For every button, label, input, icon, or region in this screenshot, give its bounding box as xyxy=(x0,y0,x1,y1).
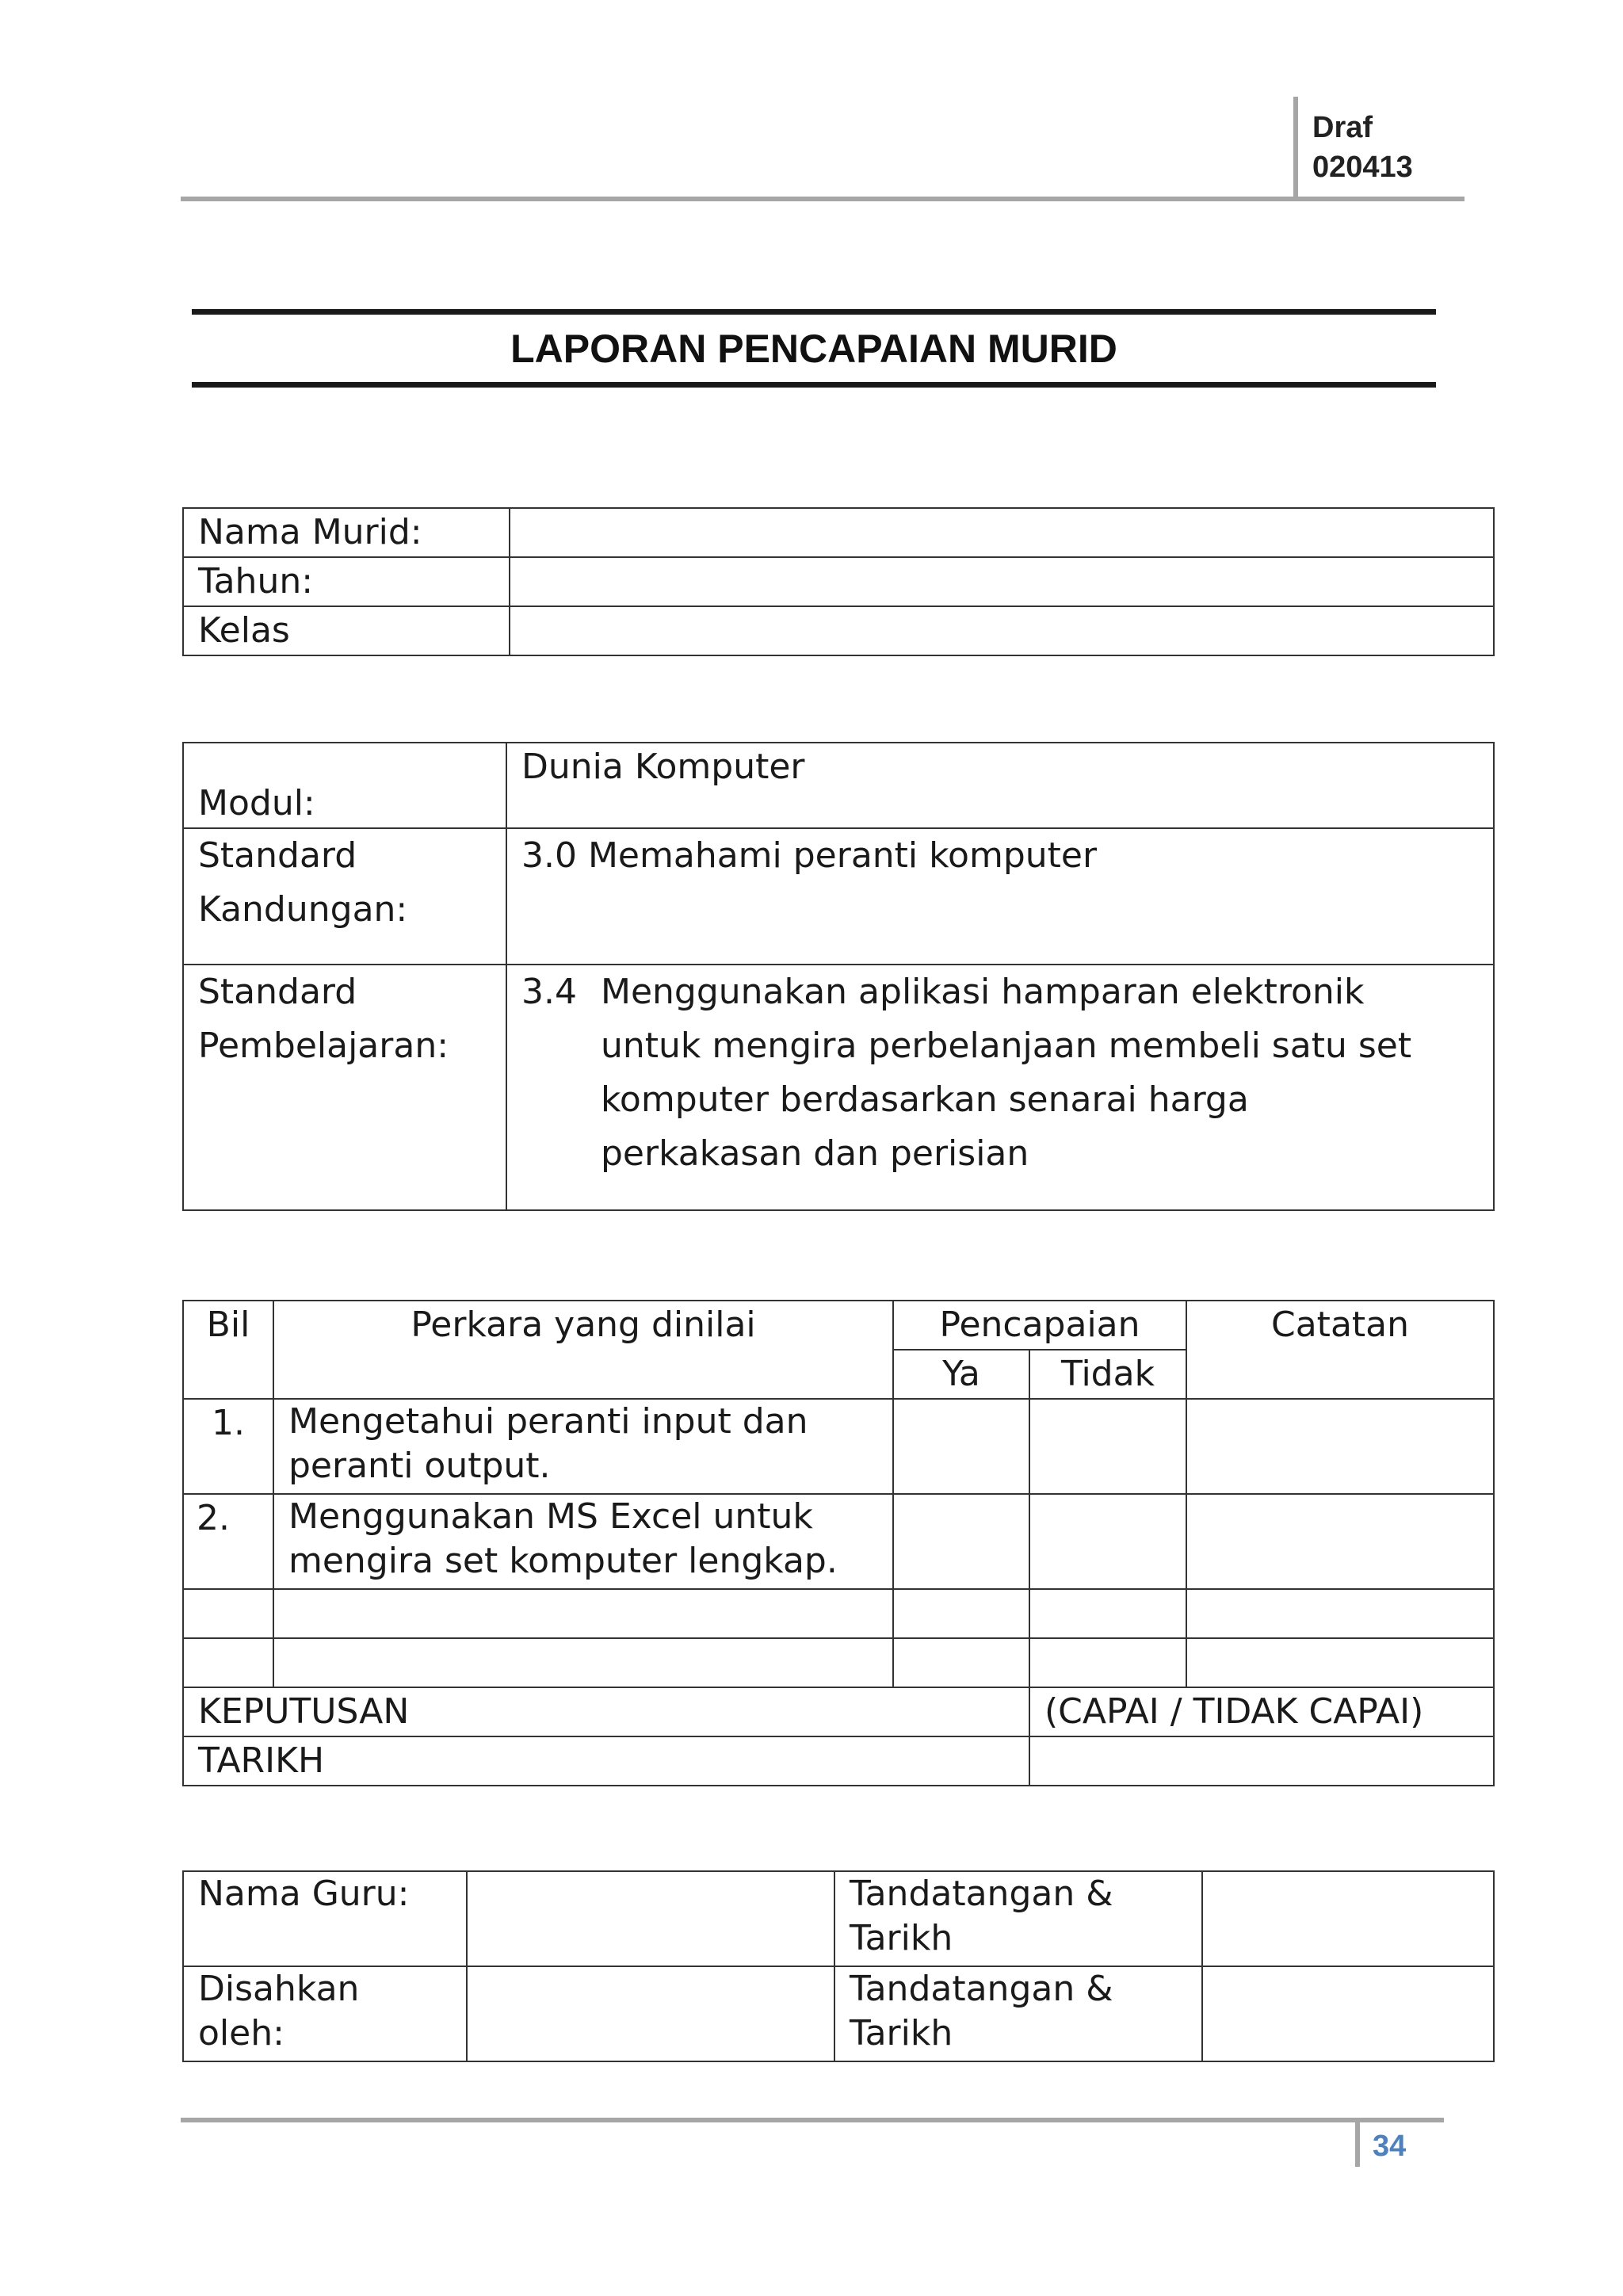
module-info-table xyxy=(182,742,1495,1211)
year-label: Tahun: xyxy=(183,557,510,606)
verified-by-field[interactable] xyxy=(467,1966,834,2061)
row-4-yes-cell[interactable] xyxy=(893,1638,1029,1687)
row-4-notes-cell[interactable] xyxy=(1186,1638,1494,1687)
class-label: Kelas xyxy=(183,606,510,655)
row-1-item-line: peranti output. xyxy=(288,1446,551,1486)
row-4-no-cell[interactable] xyxy=(1029,1638,1186,1687)
row-1-item xyxy=(273,1399,893,1494)
row-4-number[interactable] xyxy=(183,1638,273,1687)
class-field[interactable] xyxy=(510,606,1494,655)
module-label: Modul: xyxy=(183,743,506,828)
footer-vertical-rule xyxy=(1355,2118,1360,2167)
row-2-notes-cell[interactable] xyxy=(1186,1494,1494,1589)
content-standard-label-line1: Standard xyxy=(198,835,357,876)
name-label: Nama Murid: xyxy=(183,508,510,557)
sign-label-line2: Tarikh xyxy=(850,1918,953,1958)
verifier-sign-label xyxy=(834,1966,1202,2061)
row-2-item-line: mengira set komputer lengkap. xyxy=(288,1541,838,1581)
module-value: Dunia Komputer xyxy=(506,743,1494,828)
row-2-no-cell[interactable] xyxy=(1029,1494,1186,1589)
teacher-name-label: Nama Guru: xyxy=(183,1871,467,1966)
row-1-item-line: Mengetahui peranti input dan xyxy=(288,1401,808,1442)
col-header-item: Perkara yang dinilai xyxy=(273,1301,893,1399)
draft-code: 020413 xyxy=(1312,151,1413,184)
row-3-no-cell[interactable] xyxy=(1029,1589,1186,1638)
row-3-item[interactable] xyxy=(273,1589,893,1638)
learning-standard-line: Menggunakan aplikasi hamparan elektronik xyxy=(601,972,1365,1012)
learning-standard-value xyxy=(506,965,1494,1210)
row-2-number: 2. xyxy=(183,1494,273,1589)
title-bottom-rule xyxy=(192,382,1436,388)
decision-label: KEPUTUSAN xyxy=(183,1687,1029,1736)
teacher-name-field[interactable] xyxy=(467,1871,834,1966)
row-2-item xyxy=(273,1494,893,1589)
row-1-number: 1. xyxy=(183,1399,273,1494)
learning-standard-line: komputer berdasarkan senarai harga xyxy=(601,1079,1249,1120)
header-rule xyxy=(181,197,1465,201)
teacher-sign-field[interactable] xyxy=(1202,1871,1494,1966)
assessment-table xyxy=(182,1300,1495,1786)
verified-by-label xyxy=(183,1966,467,2061)
learning-standard-text xyxy=(521,965,1493,1181)
row-3-number[interactable] xyxy=(183,1589,273,1638)
col-header-no: Bil xyxy=(183,1301,273,1399)
row-3-yes-cell[interactable] xyxy=(893,1589,1029,1638)
learning-standard-label-line1: Standard xyxy=(198,972,357,1012)
page-title: LAPORAN PENCAPAIAN MURID xyxy=(510,327,1117,371)
row-1-notes-cell[interactable] xyxy=(1186,1399,1494,1494)
content-standard-value: 3.0 Memahami peranti komputer xyxy=(506,828,1494,965)
signatures-table xyxy=(182,1870,1495,2062)
date-label: TARIKH xyxy=(183,1736,1029,1786)
row-3-notes-cell[interactable] xyxy=(1186,1589,1494,1638)
row-1-yes-cell[interactable] xyxy=(893,1399,1029,1494)
decision-options[interactable]: (CAPAI / TIDAK CAPAI) xyxy=(1029,1687,1494,1736)
name-field[interactable] xyxy=(510,508,1494,557)
learning-standard-label-line2: Pembelajaran: xyxy=(198,1026,449,1066)
page-number: 34 xyxy=(1373,2130,1407,2163)
row-1-no-cell[interactable] xyxy=(1029,1399,1186,1494)
verified-label-line2: oleh: xyxy=(198,2013,285,2053)
col-header-no-achieve: Tidak xyxy=(1029,1350,1186,1399)
row-4-item[interactable] xyxy=(273,1638,893,1687)
col-header-yes: Ya xyxy=(893,1350,1029,1399)
title-top-rule xyxy=(192,309,1436,315)
learning-standard-number: 3.4 xyxy=(521,972,577,1012)
col-header-notes: Catatan xyxy=(1186,1301,1494,1399)
draft-label-block xyxy=(1312,108,1413,187)
verified-label-line1: Disahkan xyxy=(198,1969,360,2009)
verifier-sign-field[interactable] xyxy=(1202,1966,1494,2061)
sign-label-line1: Tandatangan & xyxy=(850,1874,1113,1914)
col-header-achievement: Pencapaian xyxy=(893,1301,1186,1350)
date-field[interactable] xyxy=(1029,1736,1494,1786)
row-2-yes-cell[interactable] xyxy=(893,1494,1029,1589)
content-standard-label xyxy=(183,828,506,965)
header-vertical-rule xyxy=(1293,97,1298,200)
content-standard-label-line2: Kandungan: xyxy=(198,889,408,930)
learning-standard-line: perkakasan dan perisian xyxy=(601,1133,1029,1174)
student-info-table xyxy=(182,507,1495,656)
draft-label: Draf xyxy=(1312,111,1373,144)
sign-label-line2: Tarikh xyxy=(850,2013,953,2053)
learning-standard-label xyxy=(183,965,506,1210)
row-2-item-line: Menggunakan MS Excel untuk xyxy=(288,1496,813,1537)
sign-label-line1: Tandatangan & xyxy=(850,1969,1113,2009)
teacher-sign-label xyxy=(834,1871,1202,1966)
learning-standard-line: untuk mengira perbelanjaan membeli satu set xyxy=(601,1026,1412,1066)
year-field[interactable] xyxy=(510,557,1494,606)
footer-rule xyxy=(181,2118,1444,2122)
